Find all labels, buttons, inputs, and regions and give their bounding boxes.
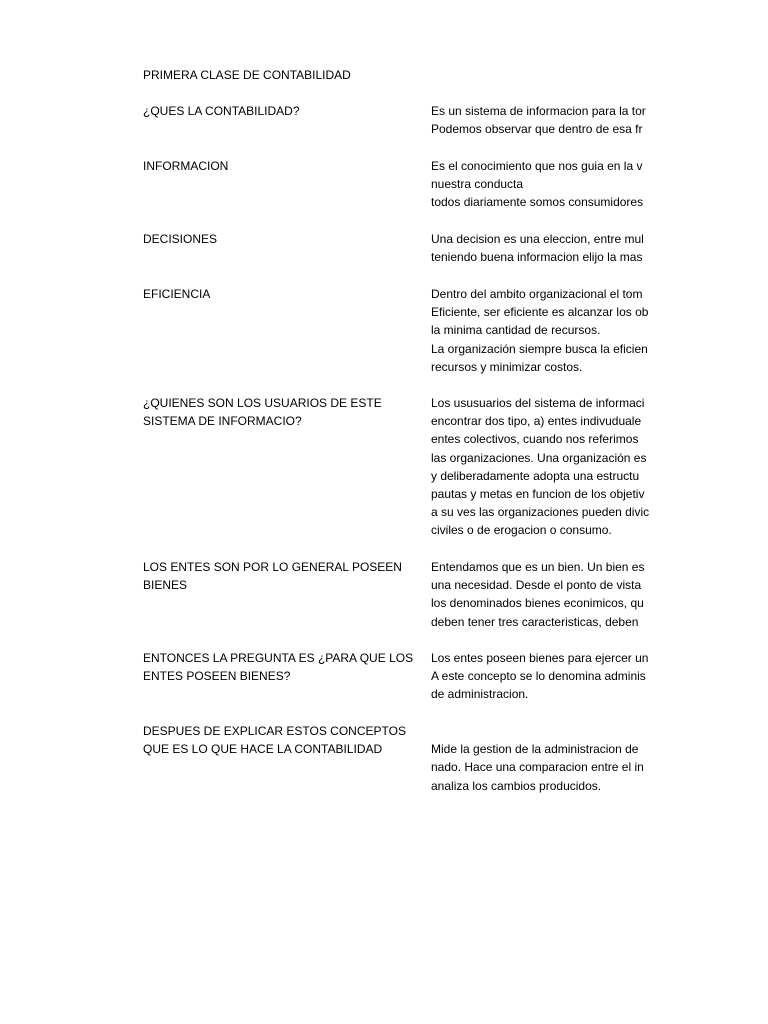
row-label-para-que-bienes <box>143 649 413 685</box>
label-line: DESPUES DE EXPLICAR ESTOS CONCEPTOS <box>143 724 406 738</box>
content-line: entes colectivos, cuando nos referimos <box>431 432 639 447</box>
row-label-eficiencia <box>143 285 413 303</box>
label-line: QUE ES LO QUE HACE LA CONTABILIDAD <box>143 742 383 757</box>
row-content-para-que-bienes <box>431 649 768 704</box>
content-line: Eficiente, ser eficiente es alcanzar los ob <box>431 305 649 320</box>
content-line <box>431 722 768 740</box>
content-line: A este concepto se lo denomina adminis <box>431 669 646 684</box>
label-line: LOS ENTES SON POR LO GENERAL POSEEN <box>143 560 402 574</box>
row-content-entes-bienes <box>431 558 768 631</box>
content-line: La organización siempre busca la eficien <box>431 341 648 356</box>
content-line: Los entes poseen bienes para ejercer un <box>431 651 649 665</box>
row-label-decisiones <box>143 230 413 248</box>
row-label-usuarios <box>143 394 413 430</box>
content-line: encontrar dos tipo, a) entes indivuduale <box>431 414 642 429</box>
label-line: EFICIENCIA <box>143 287 211 301</box>
label-line: ENTONCES LA PREGUNTA ES ¿PARA QUE LOS <box>143 651 414 665</box>
content-line: Dentro del ambito organizacional el tom <box>431 287 643 301</box>
content-line: Mide la gestion de la administracion de <box>431 742 639 757</box>
content-line: y deliberadamente adopta una estructu <box>431 468 640 483</box>
content-line: de administracion. <box>431 687 529 702</box>
content-line: Una decision es una eleccion, entre mul <box>431 232 644 246</box>
content-line: las organizaciones. Una organización es <box>431 450 647 465</box>
content-line: la minima cantidad de recursos. <box>431 323 601 338</box>
content-line: una necesidad. Desde el ponto de vista <box>431 578 642 593</box>
label-line: DECISIONES <box>143 232 218 246</box>
label-line: BIENES <box>143 578 188 593</box>
row-content-informacion <box>431 157 768 212</box>
content-line: Los ususuarios del sistema de informaci <box>431 396 645 410</box>
label-line: SISTEMA DE INFORMACIO? <box>143 414 302 429</box>
label-line: ¿QUES LA CONTABILIDAD? <box>143 104 300 118</box>
row-label-contabilidad <box>143 102 413 120</box>
row-label-entes-bienes <box>143 558 413 594</box>
row-content-decisiones <box>431 230 768 266</box>
content-line: civiles o de erogacion o consumo. <box>431 523 612 538</box>
content-line: analiza los cambios producidos. <box>431 778 602 793</box>
row-content-eficiencia <box>431 285 768 376</box>
content-line: nuestra conducta <box>431 177 524 192</box>
content-line: pautas y metas en funcion de los objetiv <box>431 486 645 501</box>
content-line: Es el conocimiento que nos guia en la v <box>431 159 643 173</box>
row-content-que-hace-contabilidad <box>431 722 768 795</box>
row-content-contabilidad <box>431 102 768 138</box>
label-line: ENTES POSEEN BIENES? <box>143 669 291 684</box>
row-label-que-hace-contabilidad <box>143 722 413 758</box>
content-line: nado. Hace una comparacion entre el in <box>431 760 644 775</box>
content-line: recursos y minimizar costos. <box>431 359 583 374</box>
content-line: Es un sistema de informacion para la tor <box>431 104 646 118</box>
content-line: todos diariamente somos consumidores <box>431 195 644 210</box>
content-line: teniendo buena informacion elijo la mas <box>431 250 643 265</box>
label-line: ¿QUIENES SON LOS USUARIOS DE ESTE <box>143 396 382 410</box>
content-line: Entendamos que es un bien. Un bien es <box>431 560 645 574</box>
label-line: INFORMACION <box>143 159 229 173</box>
content-line: los denominados bienes econimicos, qu <box>431 596 644 611</box>
document-title: PRIMERA CLASE DE CONTABILIDAD <box>143 68 351 82</box>
row-label-informacion <box>143 157 413 175</box>
content-line: deben tener tres caracteristicas, deben <box>431 614 639 629</box>
content-line: a su ves las organizaciones pueden divic <box>431 505 650 520</box>
row-content-usuarios <box>431 394 768 540</box>
content-line: Podemos observar que dentro de esa fr <box>431 122 643 137</box>
